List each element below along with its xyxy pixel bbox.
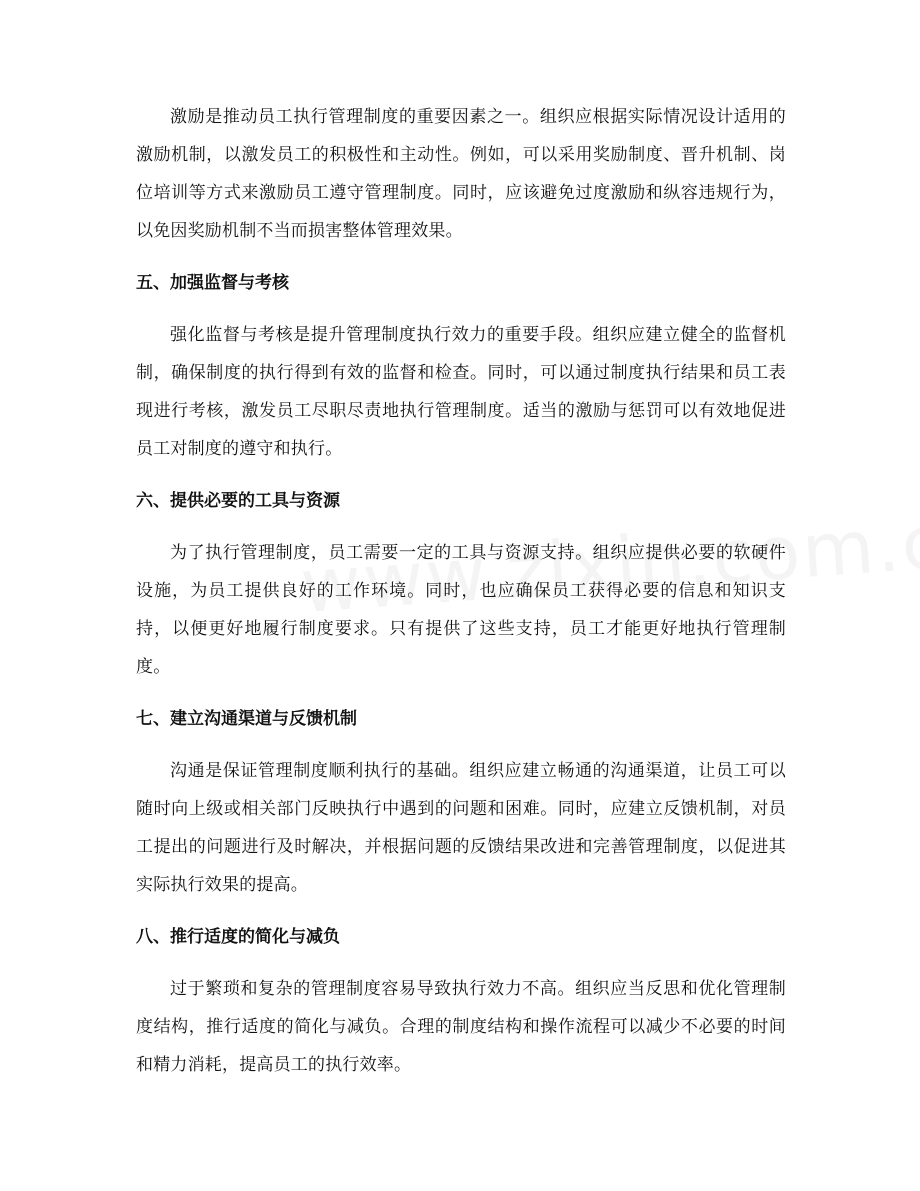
intro-paragraph: 激励是推动员工执行管理制度的重要因素之一。组织应根据实际情况设计适用的激励机制，以激发员工的积极性和主动性。例如，可以采用奖励制度、晋升机制、岗位培训等方式来激励员工遵守管理制度。同时，应该避免过度激励和纵容违规行为，以免因奖励机制不当而损害整体管理效果。 bbox=[136, 107, 786, 241]
section-heading-8: 八、推行适度的简化与减负 bbox=[136, 927, 340, 947]
section-paragraph-7: 沟通是保证管理制度顺利执行的基础。组织应建立畅通的沟通渠道，让员工可以随时向上级或相关部门反映执行中遇到的问题和困难。同时，应建立反馈机制，对员工提出的问题进行及时解决，并根据问题的反馈结果改进和完善管理制度，以促进其实际执行效果的提高。 bbox=[136, 761, 786, 895]
section-paragraph-8: 过于繁琐和复杂的管理制度容易导致执行效力不高。组织应当反思和优化管理制度结构，推行适度的简化与减负。合理的制度结构和操作流程可以减少不必要的时间和精力消耗，提高员工的执行效率。 bbox=[136, 979, 786, 1075]
section-paragraph-5: 强化监督与考核是提升管理制度执行效力的重要手段。组织应建立健全的监督机制，确保制度的执行得到有效的监督和检查。同时，可以通过制度执行结果和员工表现进行考核，激发员工尽职尽责地执行管理制度。适当的激励与惩罚可以有效地促进员工对制度的遵守和执行。 bbox=[136, 325, 786, 459]
section-heading-6: 六、提供必要的工具与资源 bbox=[136, 491, 340, 511]
document-body bbox=[136, 98, 786, 1084]
section-paragraph-6: 为了执行管理制度，员工需要一定的工具与资源支持。组织应提供必要的软硬件设施，为员工提供良好的工作环境。同时，也应确保员工获得必要的信息和知识支持，以便更好地履行制度要求。只有提供了这些支持，员工才能更好地执行管理制度。 bbox=[136, 543, 786, 677]
section-heading-7: 七、建立沟通渠道与反馈机制 bbox=[136, 709, 357, 729]
section-heading-5: 五、加强监督与考核 bbox=[136, 273, 289, 293]
